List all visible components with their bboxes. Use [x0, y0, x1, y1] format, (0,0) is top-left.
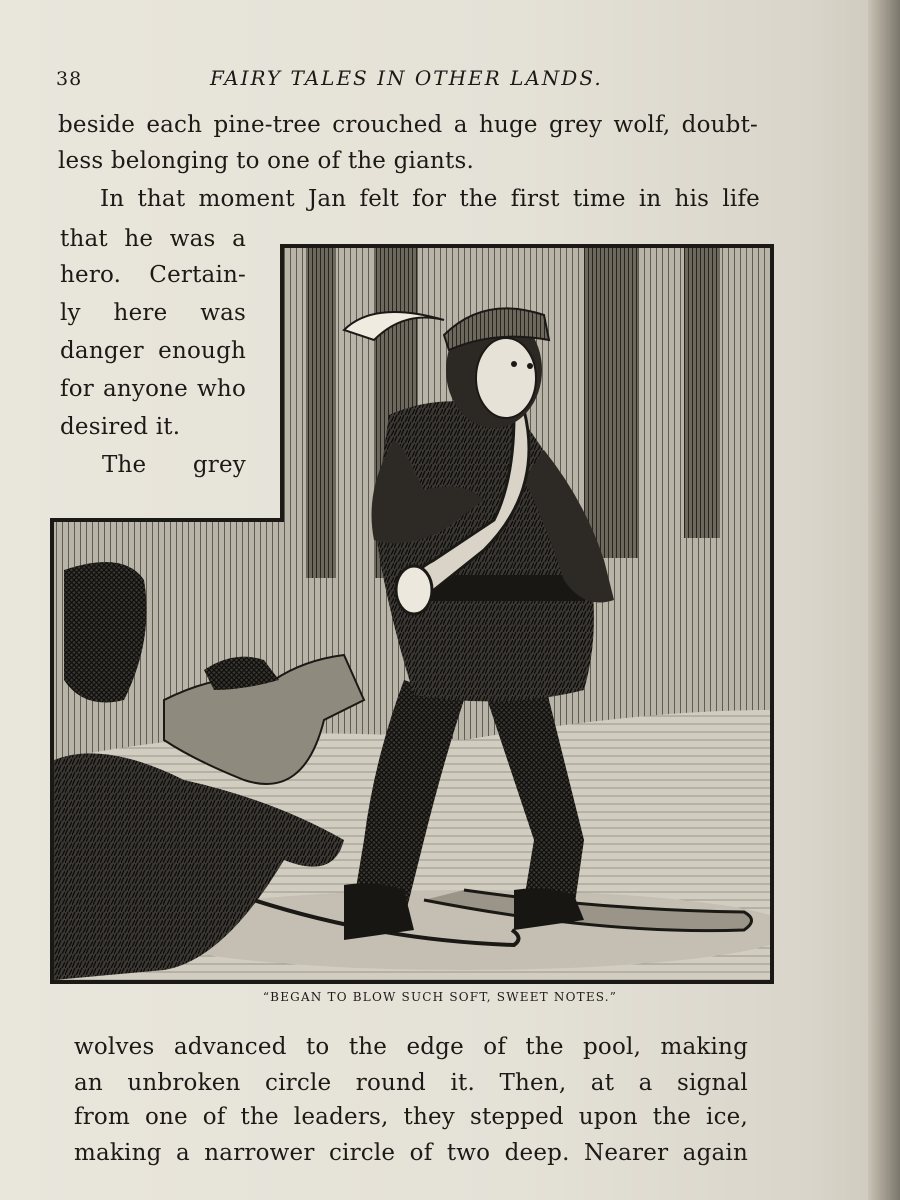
page-edge-shadow: [868, 0, 900, 1200]
side-line: hero. Certain-: [60, 262, 246, 288]
running-title: FAIRY TALES IN OTHER LANDS.: [210, 66, 603, 90]
side-line: desired it.: [60, 414, 181, 440]
body-line: making a narrower circle of two deep. Nearer again: [74, 1140, 748, 1166]
figure-caption: “BEGAN TO BLOW SUCH SOFT, SWEET NOTES.”: [262, 990, 618, 1004]
page-number: 38: [56, 68, 83, 90]
engraving-illustration: [44, 240, 780, 992]
body-line: wolves advanced to the edge of the pool, making: [74, 1034, 748, 1060]
side-line: The grey: [102, 452, 246, 478]
side-line: for anyone who: [60, 376, 246, 402]
side-line: danger enough: [60, 338, 246, 364]
side-line: ly here was: [60, 300, 246, 326]
body-line: beside each pine-tree crouched a huge grey wolf, doubt-: [58, 112, 758, 138]
body-line: In that moment Jan felt for the first time in his life: [100, 186, 760, 212]
body-line: less belonging to one of the giants.: [58, 148, 474, 174]
body-line: from one of the leaders, they stepped upon the ice,: [74, 1104, 748, 1130]
page-header: [0, 64, 880, 94]
body-line: an unbroken circle round it. Then, at a signal: [74, 1070, 748, 1096]
side-line: that he was a: [60, 226, 246, 252]
